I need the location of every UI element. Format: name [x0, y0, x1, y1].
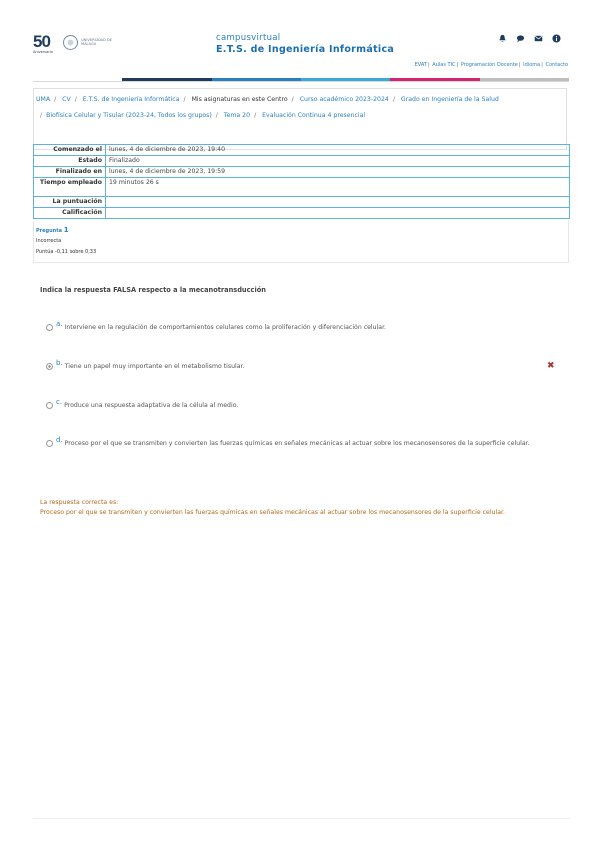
chat-icon[interactable] [516, 34, 525, 43]
breadcrumb-item-evaluacion[interactable]: Evaluación Continua 4 presencial [262, 112, 366, 119]
grade-label: Calificación [34, 208, 106, 219]
breadcrumb-separator: / [54, 96, 57, 103]
bell-icon[interactable] [498, 34, 507, 43]
answer-option-a[interactable] [46, 320, 387, 331]
table-row [34, 167, 570, 178]
breadcrumb-separator: / [254, 112, 257, 119]
link-programacion-docente[interactable]: Programación Docente [460, 62, 518, 68]
correct-answer-feedback [40, 498, 505, 518]
score-label: La puntuación [34, 197, 106, 208]
anniversary-sub: Aniversario [33, 50, 53, 54]
breadcrumb-separator: / [215, 112, 218, 119]
answer-text: Tiene un papel muy importante en el metabolismo tisular. [64, 363, 245, 370]
separator: | [518, 62, 521, 68]
university-logo[interactable] [33, 33, 123, 55]
breadcrumb-separator: / [74, 96, 77, 103]
time-value: 19 minutos 26 s [106, 178, 570, 197]
footer-divider [33, 818, 570, 819]
breadcrumb-item-asignatura[interactable]: Biofísica Celular y Tisular (2023-24, Todos los grupos) [46, 112, 212, 119]
table-row [34, 178, 570, 197]
breadcrumb-separator: / [40, 112, 43, 119]
anniversary-logo: 50 [33, 32, 50, 51]
grade-value [106, 208, 570, 219]
started-label: Comenzado el [34, 145, 106, 156]
state-value: Finalizado [106, 156, 570, 167]
link-contacto[interactable]: Contacto [545, 62, 568, 68]
question-info [33, 221, 569, 263]
question-number-value: 1 [63, 226, 69, 234]
breadcrumb-item-etsi[interactable]: E.T.S. de Ingeniería Informática [82, 96, 180, 103]
question-state: Incorrecta [36, 238, 62, 244]
answer-option-b[interactable] [46, 359, 245, 370]
answer-letter: a. [56, 320, 63, 328]
breadcrumb-item-tema[interactable]: Tema 20 [223, 112, 251, 119]
breadcrumb-separator: / [183, 96, 186, 103]
header-icons [498, 34, 561, 46]
breadcrumb [33, 88, 567, 150]
table-row [34, 156, 570, 167]
radio-button[interactable] [46, 324, 53, 331]
separator: | [541, 62, 543, 68]
answer-text: Proceso por el que se transmiten y convierten las fuerzas químicas en señales mecánicas al actuar sobre los mecanosensores de la superficie celular. [64, 440, 530, 447]
attempt-summary-table [33, 144, 570, 219]
table-row [34, 197, 570, 208]
answer-text: Produce una respuesta adaptativa de la célula al medio. [64, 402, 239, 409]
site-title[interactable] [216, 33, 394, 55]
score-value [106, 197, 570, 208]
site-subtitle: campusvirtual [216, 33, 281, 43]
divider [33, 81, 569, 82]
radio-button[interactable] [46, 402, 53, 409]
table-row [34, 145, 570, 156]
answer-option-c[interactable] [46, 398, 239, 409]
top-links [415, 62, 568, 68]
answer-text: Interviene en la regulación de comportamientos celulares como la proliferación y diferenciación celular. [64, 324, 387, 331]
breadcrumb-separator: / [291, 96, 294, 103]
finished-value: lunes, 4 de diciembre de 2023, 19:59 [106, 167, 570, 178]
answer-letter: d. [56, 436, 63, 444]
breadcrumb-item-grado[interactable]: Grado en Ingeniería de la Salud [400, 96, 499, 103]
question-number [36, 226, 69, 234]
answer-letter: c. [56, 398, 63, 406]
question-label: Pregunta [36, 228, 62, 234]
time-label: Tiempo empleado [34, 178, 106, 197]
state-label: Estado [34, 156, 106, 167]
breadcrumb-item-curso[interactable]: Curso académico 2023-2024 [299, 96, 389, 103]
started-value: lunes, 4 de diciembre de 2023, 19:40 [106, 145, 570, 156]
link-aulas-tic[interactable]: Aulas TIC [432, 62, 456, 68]
breadcrumb-item-mis-asignaturas: Mis asignaturas en este Centro [191, 96, 288, 103]
feedback-title: La respuesta correcta es: [40, 499, 119, 506]
feedback-text: Proceso por el que se transmiten y convierten las fuerzas químicas en señales mecánicas al actuar sobre los mecanosensores de la superficie celular. [40, 509, 505, 516]
finished-label: Finalizado en [34, 167, 106, 178]
separator: | [456, 62, 459, 68]
breadcrumb-separator: / [392, 96, 395, 103]
breadcrumb-item-cv[interactable]: CV [62, 96, 71, 103]
question-grade: Puntúa -0,11 sobre 0,33 [36, 249, 97, 255]
site-main-title: E.T.S. de Ingeniería Informática [216, 44, 395, 55]
mail-icon[interactable] [534, 34, 543, 43]
radio-button[interactable] [46, 440, 53, 447]
university-name: UNIVERSIDAD DE MÁLAGA [81, 38, 113, 47]
answer-option-d[interactable] [46, 436, 530, 447]
table-row [34, 208, 570, 219]
incorrect-icon: ✖ [547, 361, 555, 371]
info-icon[interactable] [552, 34, 561, 43]
university-seal-icon [63, 35, 78, 50]
separator: | [428, 62, 430, 68]
question-text: Indica la respuesta FALSA respecto a la mecanotransducción [40, 286, 266, 294]
link-idioma[interactable]: Idioma [523, 62, 541, 68]
answer-letter: b. [56, 359, 63, 367]
radio-button-selected[interactable] [46, 363, 53, 370]
breadcrumb-item-uma[interactable]: UMA [36, 96, 51, 103]
link-evat[interactable]: EVAT [414, 62, 427, 68]
